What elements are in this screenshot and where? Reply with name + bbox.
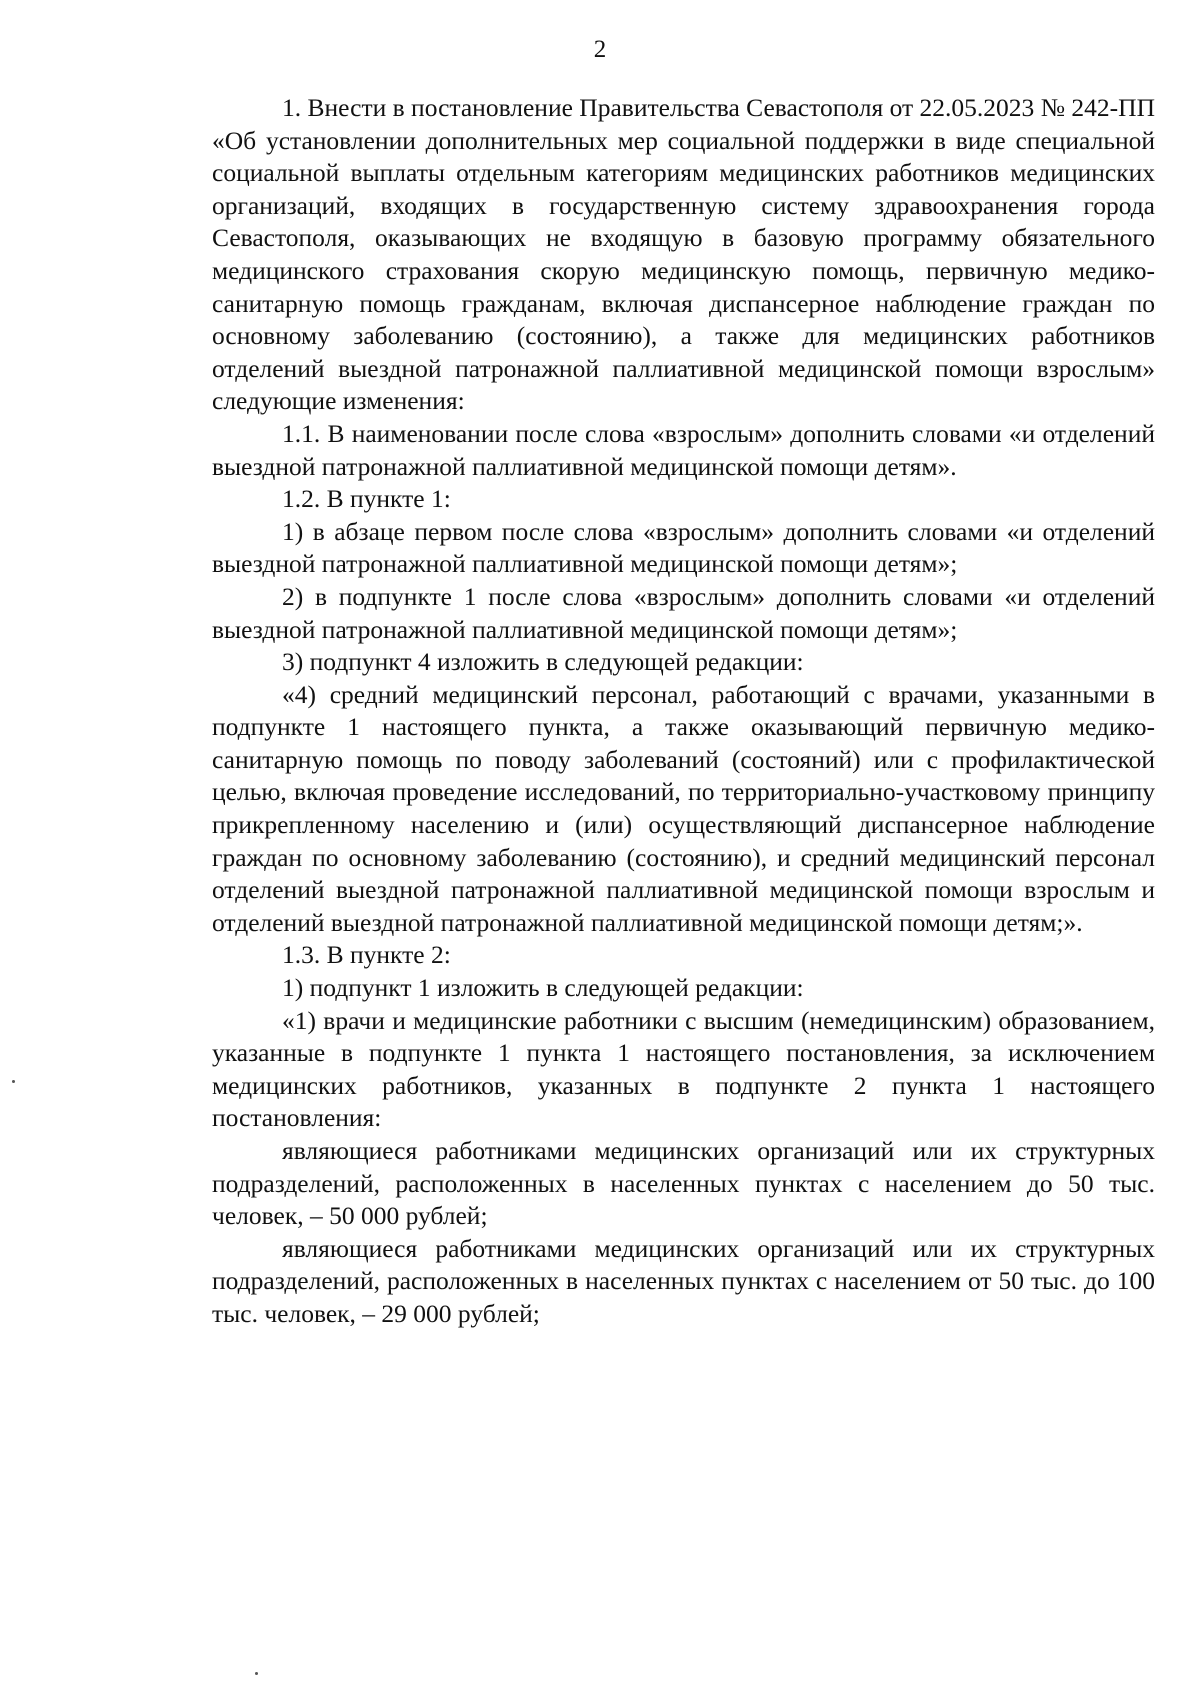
- page-number: 2: [593, 36, 607, 63]
- paragraph-1-2-item-2: 2) в подпункте 1 после слова «взрослым» дополнить словами «и отделений выездной патронажной паллиативной медицинской помощи детям»;: [212, 581, 1155, 644]
- paragraph-subitem-1-text: «1) врачи и медицинские работники с высшим (немедицинским) образованием, указанные в подпункте 1 пункта 1 настоящего постановления, за исключением медицинских работников, указанных в подпункте 2 пункта 1 настоящего постановления:: [212, 1005, 1155, 1133]
- paragraph-amendment-intro: 1. Внести в постановление Правительства Севастополя от 22.05.2023 № 242-ПП «Об установлении дополнительных мер социальной поддержки в виде специальной социальной выплаты отдельным категориям медицинских работников медицинских организаций, входящих в государственную систему здравоохранения города Севастополя, оказывающих не входящую в базовую программу обязательного медицинского страхования скорую медицинскую помощь, первичную медико-санитарную помощь гражданам, включая диспансерное наблюдение граждан по основному заболеванию (состоянию), а также для медицинских работников отделений выездной патронажной паллиативной медицинской помощи взрослым» следующие изменения:: [212, 93, 1155, 416]
- document-body: [212, 92, 1155, 1331]
- paragraph-payment-50k-100k: являющиеся работниками медицинских организаций или их структурных подразделений, расположенных в населенных пунктах с населением от 50 тыс. до 100 тыс. человек, – 29 000 рублей;: [212, 1233, 1155, 1328]
- paragraph-1-1: 1.1. В наименовании после слова «взрослым» дополнить словами «и отделений выездной патронажной паллиативной медицинской помощи детям».: [212, 418, 1155, 481]
- paragraph-subitem-4-text: «4) средний медицинский персонал, работающий с врачами, указанными в подпункте 1 настоящего пункта, а также оказывающий первичную медико-санитарную помощь по поводу заболеваний (состояний) или с профилактической целью, включая проведение исследований, по территориально-участковому принципу прикрепленному населению и (или) осуществляющий диспансерное наблюдение граждан по основному заболеванию (состоянию), и средний медицинский персонал отделений выездной патронажной паллиативной медицинской помощи взрослым и отделений выездной патронажной паллиативной медицинской помощи детям;».: [212, 679, 1155, 937]
- paragraph-payment-under-50k: являющиеся работниками медицинских организаций или их структурных подразделений, расположенных в населенных пунктах с населением до 50 тыс. человек, – 50 000 рублей;: [212, 1136, 1155, 1231]
- paragraph-1-3-heading: 1.3. В пункте 2:: [282, 940, 451, 970]
- scan-speck: [255, 1672, 258, 1675]
- scan-speck: [12, 1080, 15, 1083]
- paragraph-1-2-item-3: 3) подпункт 4 изложить в следующей редакции:: [282, 647, 804, 677]
- paragraph-1-3-item-1: 1) подпункт 1 изложить в следующей редакции:: [282, 973, 804, 1003]
- paragraph-1-2-item-1: 1) в абзаце первом после слова «взрослым» дополнить словами «и отделений выездной патронажной паллиативной медицинской помощи детям»;: [212, 516, 1155, 579]
- paragraph-1-2-heading: 1.2. В пункте 1:: [282, 484, 451, 514]
